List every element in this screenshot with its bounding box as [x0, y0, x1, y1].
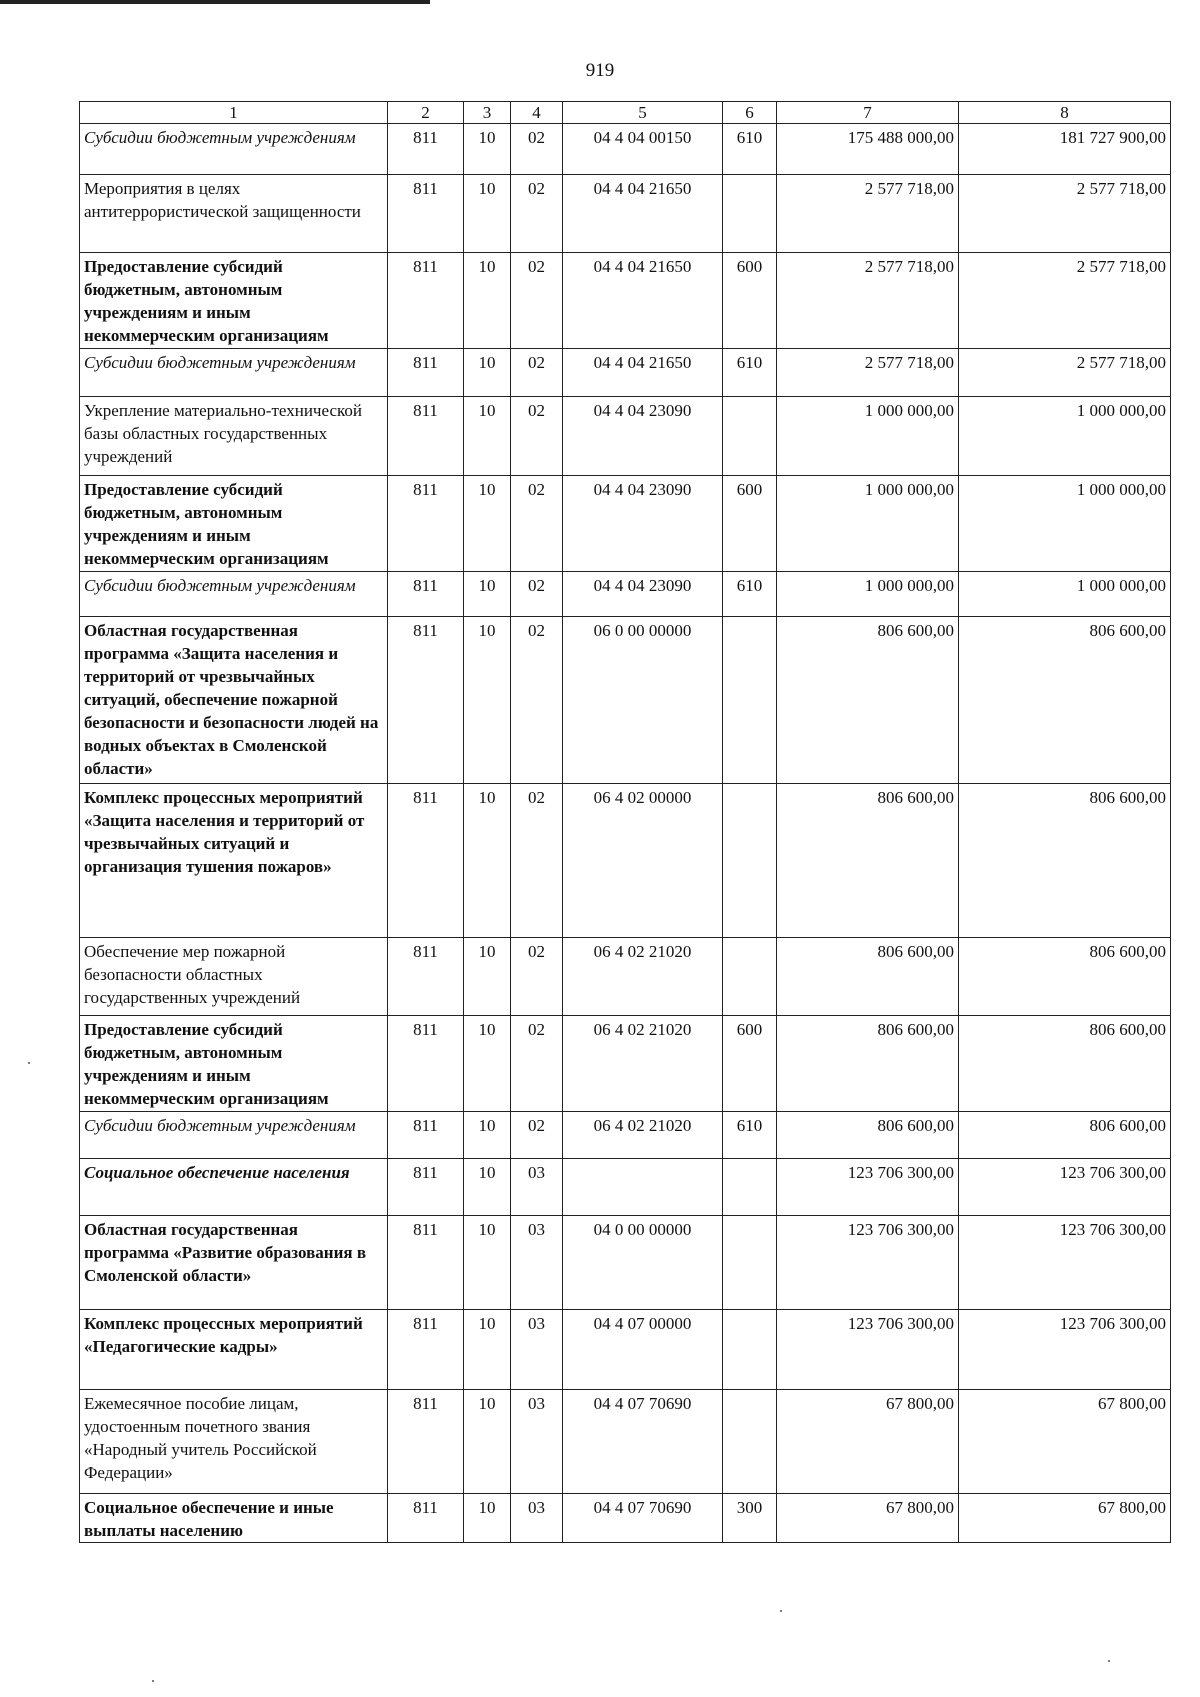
table-row: [80, 572, 1171, 617]
cell-section: 10: [464, 397, 511, 476]
table-row: [80, 1390, 1171, 1494]
cell-amount-col7: 1 000 000,00: [777, 397, 959, 476]
cell-section: 10: [464, 617, 511, 784]
cell-amount-col8: 2 577 718,00: [959, 175, 1171, 253]
cell-section: 10: [464, 1390, 511, 1494]
cell-subsection: 02: [511, 349, 563, 397]
cell-section: 10: [464, 1216, 511, 1310]
row-name-cell: Укрепление материально-технической базы областных государственных учреждений: [80, 397, 388, 476]
header-cell: 3: [464, 102, 511, 124]
header-cell: 5: [563, 102, 723, 124]
cell-section: 10: [464, 1310, 511, 1390]
header-cell: 2: [388, 102, 464, 124]
cell-amount-col8: 181 727 900,00: [959, 124, 1171, 175]
row-name-cell: Субсидии бюджетным учреждениям: [80, 1112, 388, 1159]
cell-subsection: 03: [511, 1216, 563, 1310]
table-row: [80, 397, 1171, 476]
row-name-cell: Предоставление субсидий бюджетным, автономным учреждениям и иным некоммерческим организациям: [80, 1016, 388, 1112]
cell-admin-code: 811: [388, 938, 464, 1016]
cell-subsection: 02: [511, 175, 563, 253]
header-cell: 4: [511, 102, 563, 124]
cell-target-article: 04 4 07 70690: [563, 1390, 723, 1494]
scan-speck: [1108, 1660, 1110, 1662]
cell-expense-type: 600: [723, 476, 777, 572]
cell-amount-col8: 67 800,00: [959, 1390, 1171, 1494]
row-name-cell: Обеспечение мер пожарной безопасности областных государственных учреждений: [80, 938, 388, 1016]
table-row: [80, 476, 1171, 572]
table-row: [80, 617, 1171, 784]
cell-admin-code: 811: [388, 1390, 464, 1494]
cell-section: 10: [464, 124, 511, 175]
row-name-cell: Предоставление субсидий бюджетным, автономным учреждениям и иным некоммерческим организациям: [80, 253, 388, 349]
cell-amount-col8: 67 800,00: [959, 1494, 1171, 1543]
cell-amount-col7: 806 600,00: [777, 938, 959, 1016]
cell-amount-col8: 806 600,00: [959, 784, 1171, 938]
cell-subsection: 02: [511, 253, 563, 349]
cell-amount-col7: 806 600,00: [777, 1016, 959, 1112]
cell-amount-col8: 806 600,00: [959, 1016, 1171, 1112]
cell-target-article: [563, 1159, 723, 1216]
cell-expense-type: 300: [723, 1494, 777, 1543]
cell-amount-col8: 1 000 000,00: [959, 476, 1171, 572]
cell-admin-code: 811: [388, 617, 464, 784]
cell-subsection: 03: [511, 1310, 563, 1390]
cell-section: 10: [464, 1016, 511, 1112]
cell-expense-type: [723, 397, 777, 476]
cell-amount-col7: 123 706 300,00: [777, 1159, 959, 1216]
cell-amount-col8: 1 000 000,00: [959, 572, 1171, 617]
row-name-cell: Субсидии бюджетным учреждениям: [80, 124, 388, 175]
header-cell: 8: [959, 102, 1171, 124]
cell-expense-type: [723, 1159, 777, 1216]
cell-amount-col8: 123 706 300,00: [959, 1310, 1171, 1390]
scan-speck: [152, 1680, 154, 1682]
table-row: [80, 1310, 1171, 1390]
cell-admin-code: 811: [388, 1494, 464, 1543]
header-cell: 6: [723, 102, 777, 124]
cell-expense-type: [723, 784, 777, 938]
cell-amount-col7: 806 600,00: [777, 784, 959, 938]
cell-admin-code: 811: [388, 1159, 464, 1216]
table-row: [80, 1112, 1171, 1159]
cell-subsection: 02: [511, 572, 563, 617]
cell-subsection: 03: [511, 1494, 563, 1543]
page-number: 919: [585, 60, 615, 81]
cell-section: 10: [464, 253, 511, 349]
cell-admin-code: 811: [388, 572, 464, 617]
cell-target-article: 06 0 00 00000: [563, 617, 723, 784]
budget-table: [79, 101, 1171, 1543]
cell-admin-code: 811: [388, 1016, 464, 1112]
cell-target-article: 06 4 02 21020: [563, 938, 723, 1016]
table-row: [80, 784, 1171, 938]
table-row: [80, 1494, 1171, 1543]
table-row: [80, 253, 1171, 349]
table-row: [80, 1159, 1171, 1216]
cell-amount-col8: 2 577 718,00: [959, 349, 1171, 397]
table-row: [80, 1216, 1171, 1310]
cell-section: 10: [464, 476, 511, 572]
table-row: [80, 1016, 1171, 1112]
cell-admin-code: 811: [388, 349, 464, 397]
cell-section: 10: [464, 1159, 511, 1216]
cell-expense-type: 610: [723, 124, 777, 175]
row-name-cell: Областная государственная программа «Защита населения и территорий от чрезвычайных ситуаций, обеспечение пожарной безопасности и безопасности людей на водных объектах в Смоленской области»: [80, 617, 388, 784]
cell-target-article: 06 4 02 21020: [563, 1112, 723, 1159]
cell-amount-col7: 2 577 718,00: [777, 349, 959, 397]
cell-admin-code: 811: [388, 1310, 464, 1390]
cell-expense-type: 610: [723, 1112, 777, 1159]
cell-target-article: 04 4 04 23090: [563, 572, 723, 617]
cell-amount-col7: 806 600,00: [777, 1112, 959, 1159]
cell-admin-code: 811: [388, 1112, 464, 1159]
table-row: [80, 124, 1171, 175]
cell-expense-type: [723, 1390, 777, 1494]
table-header-row: [80, 102, 1171, 124]
cell-expense-type: 610: [723, 572, 777, 617]
cell-subsection: 02: [511, 1112, 563, 1159]
cell-amount-col7: 1 000 000,00: [777, 572, 959, 617]
row-name-cell: Субсидии бюджетным учреждениям: [80, 349, 388, 397]
cell-amount-col7: 67 800,00: [777, 1494, 959, 1543]
cell-target-article: 06 4 02 00000: [563, 784, 723, 938]
cell-amount-col7: 2 577 718,00: [777, 253, 959, 349]
row-name-cell: Комплекс процессных мероприятий «Педагогические кадры»: [80, 1310, 388, 1390]
cell-subsection: 03: [511, 1159, 563, 1216]
cell-subsection: 02: [511, 476, 563, 572]
cell-amount-col7: 1 000 000,00: [777, 476, 959, 572]
row-name-cell: Социальное обеспечение населения: [80, 1159, 388, 1216]
cell-subsection: 03: [511, 1390, 563, 1494]
cell-target-article: 06 4 02 21020: [563, 1016, 723, 1112]
cell-amount-col8: 806 600,00: [959, 617, 1171, 784]
cell-subsection: 02: [511, 617, 563, 784]
cell-amount-col7: 806 600,00: [777, 617, 959, 784]
cell-subsection: 02: [511, 1016, 563, 1112]
row-name-cell: Социальное обеспечение и иные выплаты населению: [80, 1494, 388, 1543]
cell-section: 10: [464, 1494, 511, 1543]
cell-amount-col8: 2 577 718,00: [959, 253, 1171, 349]
cell-admin-code: 811: [388, 476, 464, 572]
cell-expense-type: [723, 1216, 777, 1310]
cell-target-article: 04 4 04 21650: [563, 175, 723, 253]
cell-expense-type: [723, 175, 777, 253]
cell-amount-col8: 806 600,00: [959, 1112, 1171, 1159]
top-edge-rule: [0, 0, 430, 4]
row-name-cell: Мероприятия в целях антитеррористической защищенности: [80, 175, 388, 253]
cell-expense-type: 610: [723, 349, 777, 397]
cell-section: 10: [464, 175, 511, 253]
cell-expense-type: [723, 617, 777, 784]
cell-subsection: 02: [511, 124, 563, 175]
row-name-cell: Субсидии бюджетным учреждениям: [80, 572, 388, 617]
cell-target-article: 04 4 07 00000: [563, 1310, 723, 1390]
cell-expense-type: 600: [723, 253, 777, 349]
cell-subsection: 02: [511, 397, 563, 476]
cell-section: 10: [464, 572, 511, 617]
cell-admin-code: 811: [388, 253, 464, 349]
row-name-cell: Областная государственная программа «Развитие образования в Смоленской области»: [80, 1216, 388, 1310]
table-row: [80, 938, 1171, 1016]
cell-target-article: 04 4 04 21650: [563, 349, 723, 397]
cell-amount-col8: 806 600,00: [959, 938, 1171, 1016]
cell-target-article: 04 4 04 00150: [563, 124, 723, 175]
header-cell: 7: [777, 102, 959, 124]
cell-admin-code: 811: [388, 124, 464, 175]
cell-admin-code: 811: [388, 397, 464, 476]
cell-subsection: 02: [511, 784, 563, 938]
scan-speck: [780, 1610, 782, 1612]
scan-speck: [28, 1062, 30, 1064]
cell-amount-col7: 175 488 000,00: [777, 124, 959, 175]
cell-amount-col7: 2 577 718,00: [777, 175, 959, 253]
header-cell: 1: [80, 102, 388, 124]
cell-target-article: 04 0 00 00000: [563, 1216, 723, 1310]
cell-subsection: 02: [511, 938, 563, 1016]
cell-expense-type: [723, 1310, 777, 1390]
cell-amount-col8: 123 706 300,00: [959, 1159, 1171, 1216]
cell-expense-type: [723, 938, 777, 1016]
table-row: [80, 349, 1171, 397]
cell-amount-col7: 67 800,00: [777, 1390, 959, 1494]
row-name-cell: Ежемесячное пособие лицам, удостоенным почетного звания «Народный учитель Российской Федерации»: [80, 1390, 388, 1494]
row-name-cell: Комплекс процессных мероприятий «Защита населения и территорий от чрезвычайных ситуаций и организация тушения пожаров»: [80, 784, 388, 938]
cell-target-article: 04 4 07 70690: [563, 1494, 723, 1543]
row-name-cell: Предоставление субсидий бюджетным, автономным учреждениям и иным некоммерческим организациям: [80, 476, 388, 572]
cell-amount-col7: 123 706 300,00: [777, 1310, 959, 1390]
cell-amount-col8: 1 000 000,00: [959, 397, 1171, 476]
cell-target-article: 04 4 04 23090: [563, 476, 723, 572]
table-row: [80, 175, 1171, 253]
cell-target-article: 04 4 04 23090: [563, 397, 723, 476]
cell-section: 10: [464, 784, 511, 938]
cell-target-article: 04 4 04 21650: [563, 253, 723, 349]
cell-amount-col8: 123 706 300,00: [959, 1216, 1171, 1310]
cell-admin-code: 811: [388, 175, 464, 253]
cell-section: 10: [464, 349, 511, 397]
cell-admin-code: 811: [388, 1216, 464, 1310]
cell-section: 10: [464, 938, 511, 1016]
cell-section: 10: [464, 1112, 511, 1159]
cell-expense-type: 600: [723, 1016, 777, 1112]
cell-admin-code: 811: [388, 784, 464, 938]
cell-amount-col7: 123 706 300,00: [777, 1216, 959, 1310]
